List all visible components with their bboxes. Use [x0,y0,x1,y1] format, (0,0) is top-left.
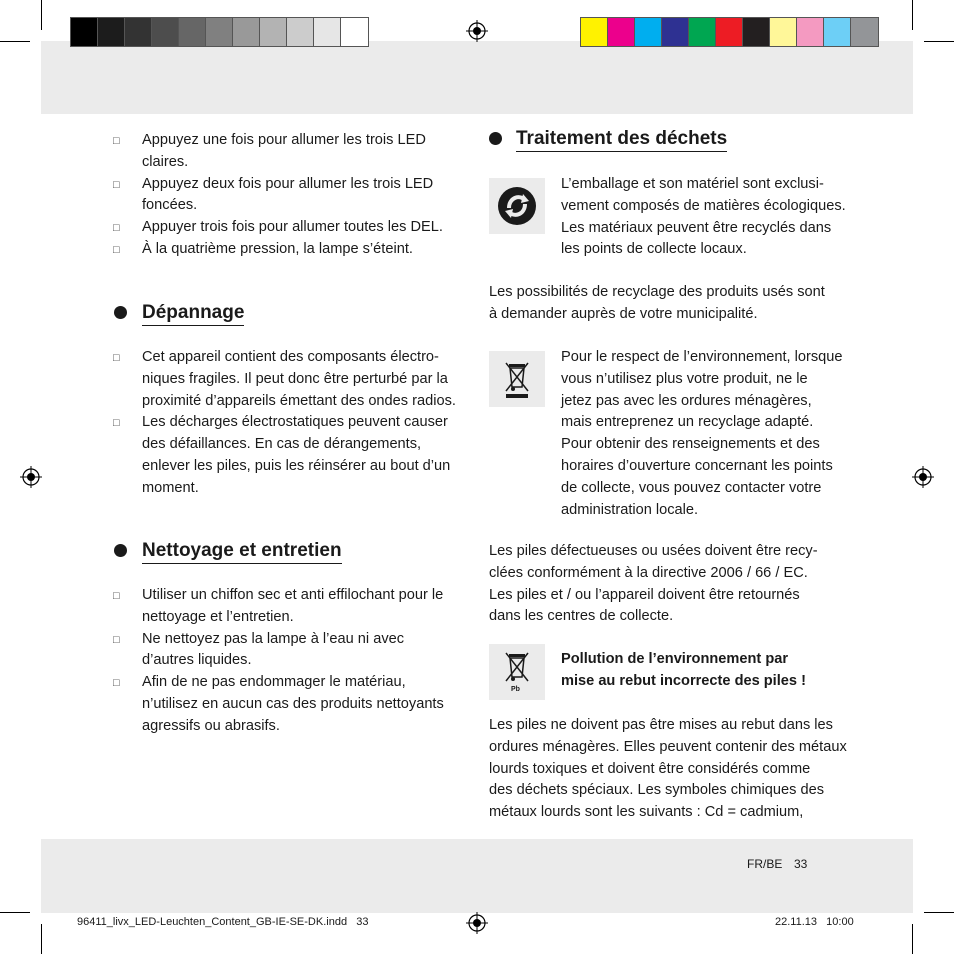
color-swatch [260,18,287,46]
crop-mark [912,924,913,954]
paragraph-line: de collecte, vous pouvez contacter votre [561,479,822,496]
paragraph-line: les points de collecte locaux. [561,241,747,258]
color-swatch [608,18,635,46]
color-swatch [716,18,743,46]
list-item-line: Utiliser un chiffon sec et anti effilochant pour le [142,587,444,603]
paragraph-line: Les matériaux peuvent être recyclés dans [561,219,832,236]
crossed-out-bin-pb-icon [489,644,545,700]
paragraph-line: vous n’utilisez plus votre produit, ne le [561,370,808,387]
color-swatch [71,18,98,46]
color-swatch [743,18,770,46]
paragraph-line: des déchets spéciaux. Les symboles chimiques des [489,782,825,799]
paragraph-line: jetez pas avec les ordures ménagères, [561,392,812,409]
paragraph-line: Les piles défectueuses ou usées doivent être recy- [489,543,818,559]
color-swatch [314,18,341,46]
color-swatch [797,18,824,46]
process-color-bar [580,17,879,47]
color-swatch [152,18,179,46]
dechets-heading: Traitement des déchets [516,127,727,152]
paragraph-line: clées conformément à la directive 2006 / 66 / EC. [489,564,808,581]
crop-mark [924,41,954,42]
registration-mark-icon [20,466,42,488]
paragraph-line: Pour obtenir des renseignements et des [561,436,820,453]
crop-mark [0,912,30,913]
list-bullet: □ [113,222,120,235]
list-item-line: nettoyage et l’entretien. [142,608,294,625]
language-label: FR/BE [747,857,783,871]
section-bullet [114,306,127,319]
list-bullet: □ [113,633,120,646]
color-swatch [770,18,797,46]
crop-mark [41,924,42,954]
registration-mark-icon [466,912,488,934]
list-item-line: des défaillances. En cas de dérangements, [142,436,422,453]
list-bullet: □ [113,590,120,602]
color-swatch [824,18,851,46]
list-item-line: Afin de ne pas endommager le matériau, [142,674,406,691]
paragraph-line: Les piles et / ou l’appareil doivent être retournés [489,586,800,603]
color-swatch [98,18,125,46]
depannage-heading: Dépannage [142,301,244,326]
paragraph-line: lourds toxiques et doivent être considérés comme [489,760,811,777]
paragraph-line: L’emballage et son matériel sont exclusi- [561,176,824,192]
paragraph-line: à demander auprès de votre municipalité. [489,305,758,322]
green-dot-recycling-icon [489,178,545,234]
list-item-line: agressifs ou abrasifs. [142,717,280,734]
color-swatch [179,18,206,46]
registration-mark-icon [466,20,488,42]
color-swatch [125,18,152,46]
list-item-line: foncées. [142,197,198,214]
slug-filename: 96411_livx_LED-Leuchten_Content_GB-IE-SE-DK.indd 33 [77,916,369,928]
color-swatch [689,18,716,46]
color-swatch [851,18,878,46]
list-item-line: À la quatrième pression, la lampe s’éteint. [142,241,413,257]
list-item-line: moment. [142,479,199,496]
slug-date: 22.11.13 10:00 [775,916,854,928]
nettoyage-heading: Nettoyage et entretien [142,539,342,564]
list-bullet: □ [113,178,120,191]
crop-mark [41,0,42,30]
list-item-line: claires. [142,153,189,170]
list-bullet: □ [113,417,120,430]
color-swatch [662,18,689,46]
crop-mark [924,912,954,913]
list-item-line: niques fragiles. Il peut donc être perturbé par la [142,370,448,387]
registration-mark-icon [912,466,934,488]
paragraph-line: ordures ménagères. Elles peuvent contenir des métaux [489,738,847,755]
crossed-out-bin-icon [489,351,545,407]
paragraph-line: Les piles ne doivent pas être mises au rebut dans les [489,717,833,733]
color-swatch [233,18,260,46]
paragraph-line: Pour le respect de l’environnement, lorsque [561,349,843,365]
list-bullet: □ [113,244,120,256]
crop-mark [912,0,913,30]
color-swatch [287,18,314,46]
list-item-line: d’autres liquides. [142,652,252,669]
header-band [41,41,913,114]
grayscale-color-bar [70,17,369,47]
color-swatch [206,18,233,46]
page-number: 33 [794,857,808,871]
list-bullet: □ [113,677,120,690]
list-item-line: Appuyez une fois pour allumer les trois LED [142,132,426,148]
section-bullet [114,544,127,557]
color-swatch [635,18,662,46]
list-item-line: Cet appareil contient des composants électro- [142,349,439,365]
warning-line: Pollution de l’environnement par [561,651,789,667]
list-item-line: Appuyer trois fois pour allumer toutes les DEL. [142,219,443,236]
list-bullet: □ [113,352,120,364]
paragraph-line: vement composés de matières écologiques. [561,197,846,214]
crop-mark [0,41,30,42]
paragraph-line: mais entreprenez un recyclage adapté. [561,414,814,431]
paragraph-line: métaux lourds sont les suivants : Cd = cadmium, [489,804,804,821]
list-item-line: enlever les piles, puis les réinsérer au bout d’un [142,458,451,474]
footer-band [41,839,913,913]
color-swatch [341,18,368,46]
list-item-line: Les décharges électrostatiques peuvent causer [142,414,448,431]
list-item-line: Appuyez deux fois pour allumer les trois LED [142,175,434,192]
pb-label: Pb [511,686,520,693]
paragraph-line: horaires d’ouverture concernant les points [561,458,833,474]
warning-line: mise au rebut incorrecte des piles ! [561,672,806,689]
list-item-line: proximité d’appareils émettant des ondes radios. [142,392,456,409]
color-swatch [581,18,608,46]
section-bullet [489,132,502,145]
paragraph-line: dans les centres de collecte. [489,608,674,625]
list-item-line: Ne nettoyez pas la lampe à l’eau ni avec [142,630,405,647]
paragraph-line: Les possibilités de recyclage des produits usés sont [489,284,825,300]
paragraph-line: administration locale. [561,501,699,518]
list-item-line: n’utilisez en aucun cas des produits nettoyants [142,696,444,712]
list-bullet: □ [113,135,120,147]
